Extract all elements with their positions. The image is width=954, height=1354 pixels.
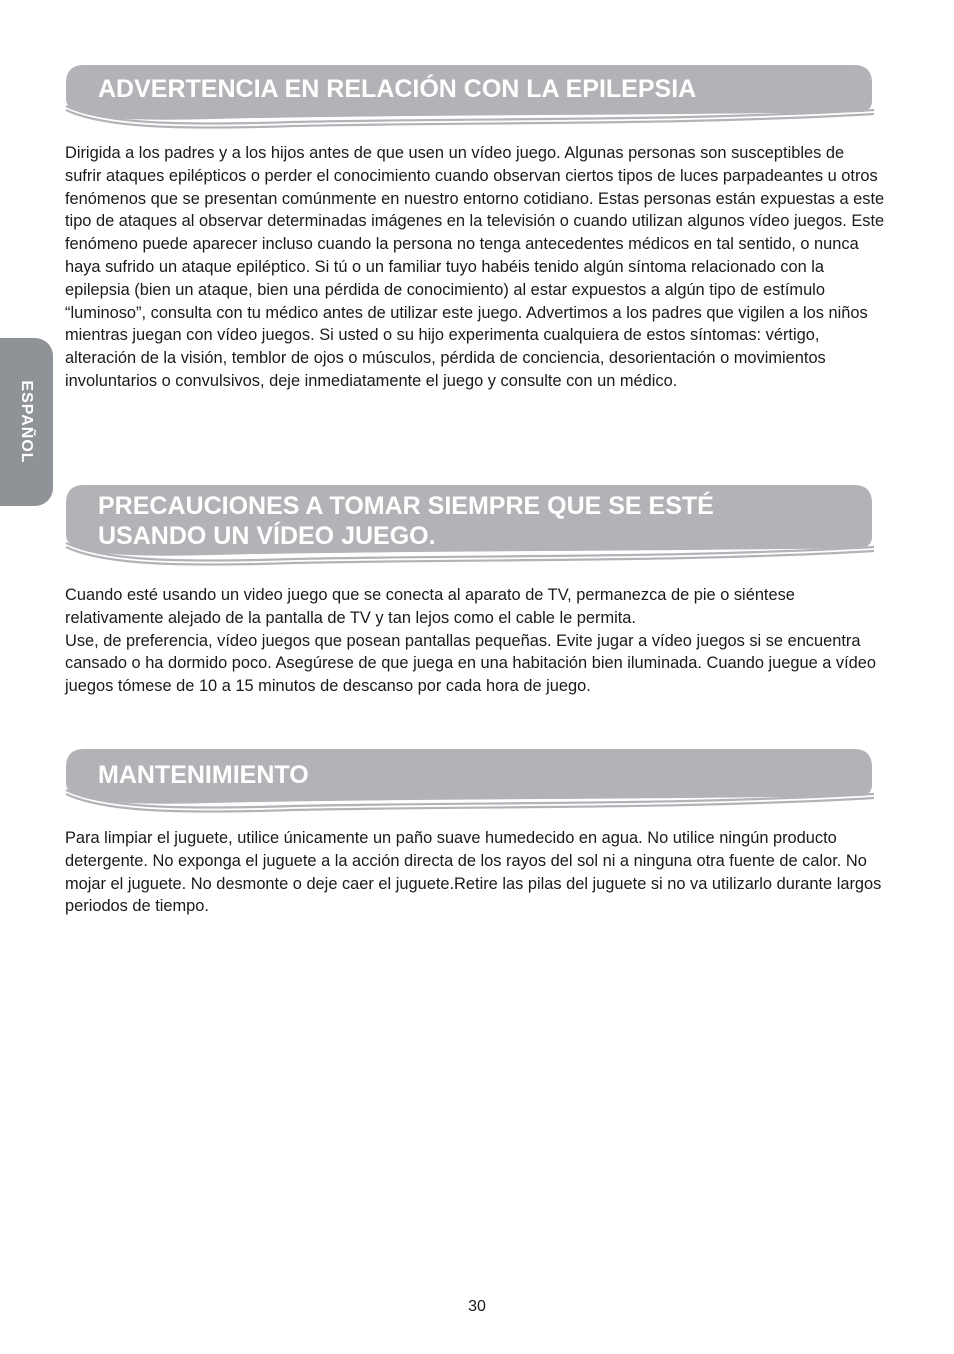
paragraph: Cuando esté usando un video juego que se conecta al aparato de TV, permanezca de pie o siéntese relativamente alejado de la pantalla de TV y tan lejos como el cable le permita.: [65, 586, 795, 627]
section-title: PRECAUCIONES A TOMAR SIEMPRE QUE SE ESTÉ USANDO UN VÍDEO JUEGO.: [98, 492, 714, 550]
section-body-maintenance: [65, 827, 885, 918]
paragraph: Use, de preferencia, vídeo juegos que posean pantallas pequeñas. Evite jugar a vídeo juegos si se encuentra cansado o ha dormido poco. Asegúrese de que juega en una habitación bien iluminada. Cuando juegue a vídeo juegos tómese de 10 a 15 minutos de descanso por cada hora de juego.: [65, 631, 877, 696]
language-side-tab: [0, 338, 53, 506]
section-title: MANTENIMIENTO: [98, 761, 309, 789]
paragraph: Dirigida a los padres y a los hijos antes de que usen un vídeo juego. Algunas personas son susceptibles de sufrir ataques epilépticos o perder el conocimiento cuando observan ciertos tipos de luces parpadeantes u otros fenómenos que se presentan comúnmente en nuestro entorno cotidiano. Estas personas están expuestas a este tipo de ataques al observar determinadas imágenes en la televisión o cuando utilizan algunos vídeo juegos. Este fenómeno puede aparecer incluso cuando la persona no tenga antecedentes médicos en tal sentido, o nunca haya sufrido un ataque epiléptico. Si tú o un familiar tuyo habéis tenido algún síntoma relacionado con la epilepsia (bien un ataque, bien una pérdida de conocimiento) al estar expuestos a algún tipo de estímulo “luminoso”, consulta con tu médico antes de utilizar este juego. Advertimos a los padres que vigilen a los niños mientras juegan con vídeo juegos. Si usted o su hijo experimenta cualquiera de estos síntomas: vértigo, alteración de la visión, temblor de ojos o músculos, pérdida de conciencia, desorientación o movimientos involuntarios o convulsivos, deje inmediatamente el juego y consulte con un médico.: [65, 144, 885, 390]
section-banner-epilepsy: [62, 63, 876, 133]
page-number: 30: [468, 1298, 486, 1315]
section-banner-precautions: [62, 483, 876, 569]
language-tab-label: ESPAÑOL: [18, 380, 35, 464]
section-banner-maintenance: [62, 747, 876, 815]
section-body-precautions: [65, 584, 885, 698]
section-title: ADVERTENCIA EN RELACIÓN CON LA EPILEPSIA: [98, 75, 697, 103]
paragraph: Para limpiar el juguete, utilice únicamente un paño suave humedecido en agua. No utilice ningún producto detergente. No exponga el juguete a la acción directa de los rayos del sol ni a ninguna otra fuente de calor. No mojar el juguete. No desmonte o deje caer el juguete.Retire las pilas del juguete si no va utilizarlo durante largos periodos de tiempo.: [65, 829, 882, 916]
section-body-epilepsy: [65, 142, 885, 393]
